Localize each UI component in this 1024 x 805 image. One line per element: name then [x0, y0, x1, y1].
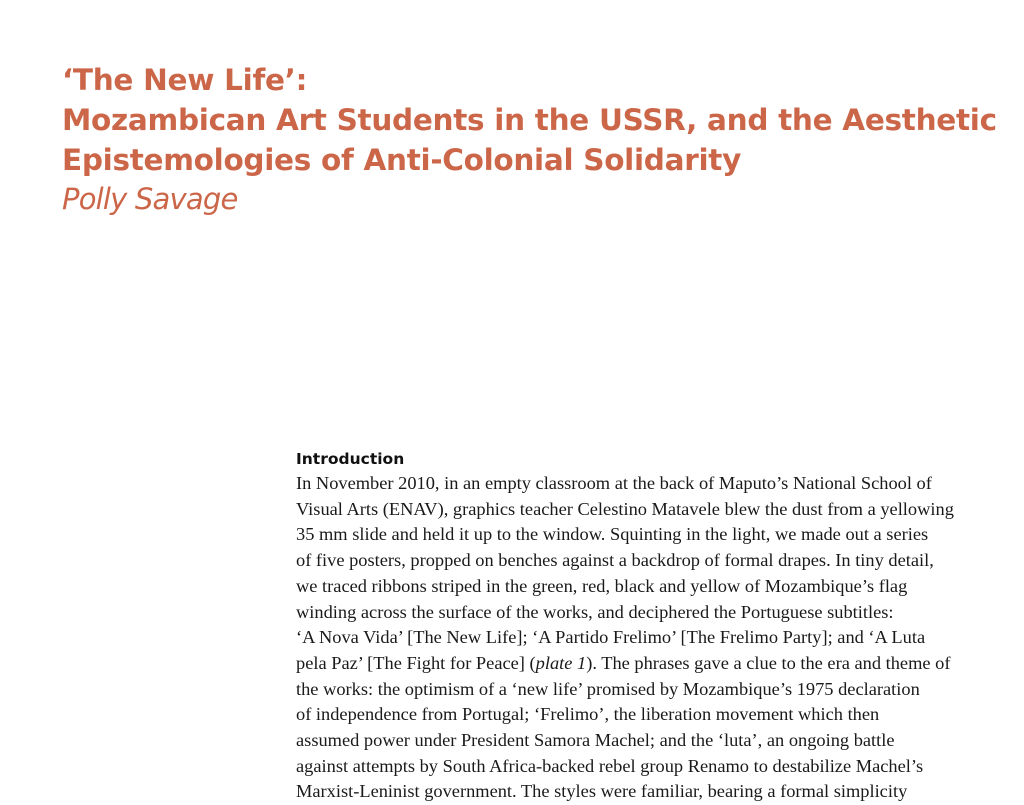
paragraph-line: In November 2010, in an empty classroom at the back of Maputo’s National School of	[296, 473, 932, 493]
line-text: pela Paz’ [The Fight for Peace] (	[296, 652, 536, 673]
paragraph-line: the works: the optimism of a ‘new life’ promised by Mozambique’s 1975 declaration	[296, 678, 920, 699]
paragraph-line	[296, 651, 996, 677]
paragraph-line: we traced ribbons striped in the green, red, black and yellow of Mozambique’s flag	[296, 575, 908, 596]
author-name: Polly Savage	[62, 182, 238, 216]
article-body	[296, 447, 996, 805]
paragraph	[296, 471, 996, 805]
paragraph-line: winding across the surface of the works, and deciphered the Portuguese subtitles:	[296, 601, 894, 622]
article-title-line-1: ‘The New Life’:	[62, 63, 308, 97]
paragraph-line: assumed power under President Samora Machel; and the ‘luta’, an ongoing battle	[296, 730, 895, 751]
paragraph-line: against attempts by South Africa-backed rebel group Renamo to destabilize Machel’s	[296, 755, 924, 776]
title-block	[62, 60, 1002, 218]
plate-reference: plate 1	[535, 652, 587, 673]
article-title-line-2: Mozambican Art Students in the USSR, and the Aesthetic	[62, 103, 997, 137]
article-title-line-3: Epistemologies of Anti-Colonial Solidarity	[62, 143, 742, 177]
paragraph-line: ‘A Nova Vida’ [The New Life]; ‘A Partido Frelimo’ [The Frelimo Party]; and ‘A Luta	[296, 627, 926, 648]
paragraph-line: of five posters, propped on benches against a backdrop of formal drapes. In tiny detail,	[296, 550, 934, 571]
paragraph-line: Visual Arts (ENAV), graphics teacher Celestino Matavele blew the dust from a yellowing	[296, 498, 954, 519]
paragraph-line: of independence from Portugal; ‘Frelimo’, the liberation movement which then	[296, 704, 880, 725]
paragraph-line: 35 mm slide and held it up to the window. Squinting in the light, we made out a series	[296, 524, 929, 545]
section-heading: Introduction	[296, 450, 405, 468]
line-text: ). The phrases gave a clue to the era and theme of	[586, 652, 951, 673]
paragraph-line: Marxist-Leninist government. The styles were familiar, bearing a formal simplicity	[296, 781, 908, 802]
